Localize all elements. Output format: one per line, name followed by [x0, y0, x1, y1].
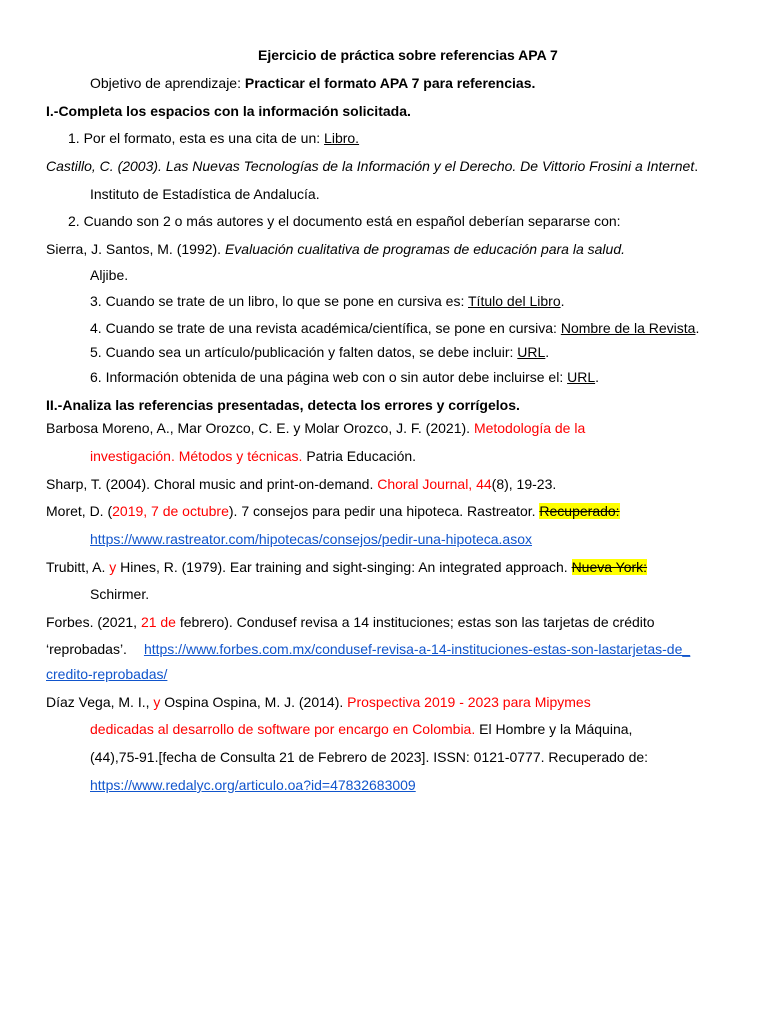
reference-barbosa — [46, 420, 585, 436]
reference-diaz — [46, 694, 591, 710]
question-5-text: 5. Cuando sea un artículo/publicación y falten datos, se debe incluir: — [90, 344, 518, 360]
reference-diaz-coauthor: Ospina Ospina, M. J. (2014). — [160, 694, 348, 710]
question-6 — [90, 369, 599, 385]
reference-forbes-url-cont[interactable]: credito-reprobadas/ — [46, 666, 168, 682]
reference-castillo — [46, 158, 698, 174]
question-1 — [68, 130, 359, 146]
error-highlight: dedicadas al desarrollo de software por encargo en Colombia. — [90, 721, 476, 737]
reference-barbosa-line2 — [90, 448, 416, 464]
reference-castillo-end: . — [694, 158, 699, 174]
objective-line — [90, 75, 535, 91]
reference-forbes-title-end: ‘reprobadas’. — [46, 641, 127, 657]
reference-diaz-journal: El Hombre y la Máquina, — [475, 721, 633, 737]
reference-sharp-pages: (8), 19-23. — [491, 476, 557, 492]
question-3-text: 3. Cuando se trate de un libro, lo que se pone en cursiva es: — [90, 293, 468, 309]
error-highlight: y — [153, 694, 161, 710]
question-5-end: . — [545, 344, 550, 360]
question-6-end: . — [595, 369, 599, 385]
reference-trubitt-author: Trubitt, A. — [46, 559, 110, 575]
error-highlight: 21 de — [140, 614, 176, 630]
question-3-end: . — [560, 293, 565, 309]
reference-sierra-authors: Sierra, J. Santos, M. (1992). — [46, 241, 225, 257]
reference-diaz-author: Díaz Vega, M. I., — [46, 694, 154, 710]
reference-sharp-text: Sharp, T. (2004). Choral music and print-on-demand. — [46, 476, 378, 492]
question-2: 2. Cuando son 2 o más autores y el documento está en español deberían separarse con: — [68, 213, 621, 229]
question-6-answer: URL — [567, 369, 596, 385]
question-5 — [90, 344, 549, 360]
reference-trubitt-publisher: Schirmer. — [90, 586, 150, 602]
section1-heading: I.-Completa los espacios con la información solicitada. — [46, 103, 411, 119]
objective-value: Practicar el formato APA 7 para referencias. — [244, 75, 536, 91]
reference-forbes — [46, 614, 655, 630]
page-title: Ejercicio de práctica sobre referencias APA 7 — [258, 47, 558, 63]
reference-sierra — [46, 241, 625, 257]
reference-forbes-url[interactable]: https://www.forbes.com.mx/condusef-revisa-a-14-instituciones-estas-son-lastarjetas-de_ — [143, 641, 691, 657]
question-4-answer: Nombre de la Revista — [560, 320, 696, 336]
error-highlight: 2019, 7 de octubre — [112, 503, 229, 519]
reference-sierra-publisher: Aljibe. — [90, 267, 129, 283]
reference-barbosa-publisher: Patria Educación. — [302, 448, 417, 464]
question-1-answer: Libro. — [324, 130, 360, 146]
reference-barbosa-authors: Barbosa Moreno, A., Mar Orozco, C. E. y Molar Orozco, J. F. (2021). — [46, 420, 474, 436]
section2-heading: II.-Analiza las referencias presentadas, detecta los errores y corrígelos. — [46, 397, 520, 413]
reference-forbes-line2 — [46, 641, 690, 657]
error-highlight: Choral Journal, 44 — [377, 476, 492, 492]
error-highlight: y — [109, 559, 117, 575]
question-4 — [90, 320, 699, 336]
reference-sharp — [46, 476, 556, 492]
question-4-end: . — [695, 320, 700, 336]
reference-castillo-publisher: Instituto de Estadística de Andalucía. — [90, 186, 320, 202]
error-highlight: investigación. Métodos y técnicas. — [90, 448, 303, 464]
error-highlight: Metodología de la — [473, 420, 586, 436]
reference-diaz-line2 — [90, 721, 632, 737]
reference-trubitt — [46, 559, 647, 575]
struck-text: Recuperado: — [539, 503, 620, 519]
objective-label: Objetivo de aprendizaje: — [90, 75, 245, 91]
reference-moret-author: Moret, D. ( — [46, 503, 113, 519]
struck-text: Nueva York: — [571, 559, 648, 575]
reference-sierra-title: Evaluación cualitativa de programas de educación para la salud. — [224, 241, 625, 257]
reference-moret-title: ). 7 consejos para pedir una hipoteca. Rastreator. — [228, 503, 540, 519]
reference-moret — [46, 503, 620, 519]
reference-diaz-line3: (44),75-91.[fecha de Consulta 21 de Febrero de 2023]. ISSN: 0121-0777. Recuperado de: — [90, 749, 649, 765]
reference-diaz-url[interactable]: https://www.redalyc.org/articulo.oa?id=47832683009 — [90, 777, 416, 793]
question-3-answer: Título del Libro — [468, 293, 561, 309]
reference-forbes-author: Forbes. (2021, — [46, 614, 141, 630]
question-3 — [90, 293, 565, 309]
question-1-text: 1. Por el formato, esta es una cita de un: — [68, 130, 325, 146]
question-6-text: 6. Información obtenida de una página web con o sin autor debe incluirse el: — [90, 369, 568, 385]
reference-moret-url[interactable]: https://www.rastreator.com/hipotecas/consejos/pedir-una-hipoteca.asox — [90, 531, 533, 547]
reference-forbes-title: febrero). Condusef revisa a 14 instituciones; estas son las tarjetas de crédito — [175, 614, 655, 630]
error-highlight: Prospectiva 2019 - 2023 para Mipymes — [347, 694, 591, 710]
question-5-answer: URL — [517, 344, 546, 360]
question-4-text: 4. Cuando se trate de una revista académica/científica, se pone en cursiva: — [90, 320, 561, 336]
reference-castillo-text: Castillo, C. (2003). Las Nuevas Tecnologías de la Información y el Derecho. De Vittorio Frosini a Internet — [46, 158, 695, 174]
reference-trubitt-title: Hines, R. (1979). Ear training and sight-singing: An integrated approach. — [116, 559, 572, 575]
